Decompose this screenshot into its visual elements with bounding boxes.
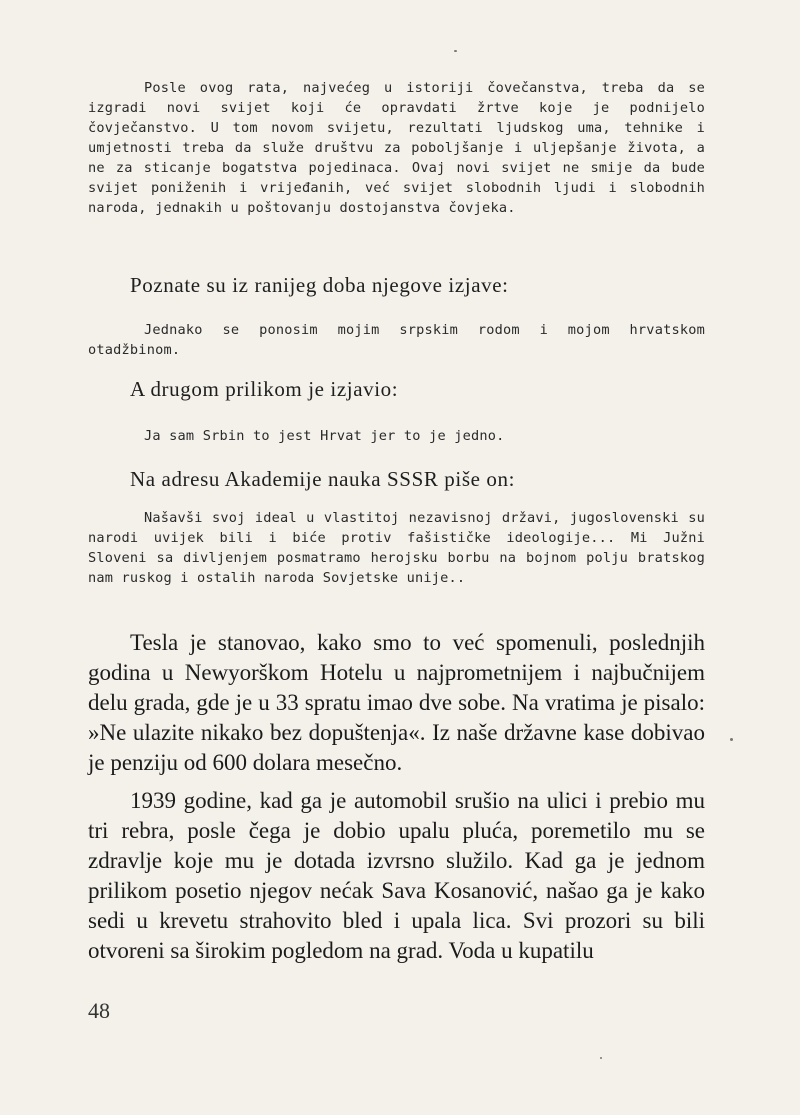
print-speck — [454, 50, 457, 52]
section-heading-3: Na adresu Akademije nauka SSSR piše on: — [130, 467, 516, 491]
page-number: 48 — [88, 998, 110, 1023]
print-speck — [730, 738, 733, 741]
body-paragraph-1: Tesla je stanovao, kako smo to već spomenuli, poslednjih godina u Newyorškom Hotelu u najprometnijem i najbučnijem delu grada, gde je u 33 spratu imao dve sobe. Na vratima je pisalo: »Ne ulazite nikako bez dopuštenja«. Iz naše državne kase dobivao je penziju od 600 dolara mesečno. — [88, 630, 705, 775]
print-speck — [600, 1057, 602, 1059]
section-heading-1: Poznate su iz ranijeg doba njegove izjave: — [130, 273, 509, 297]
quote-2: Ja sam Srbin to jest Hrvat jer to je jedno. — [144, 428, 505, 444]
quote-1: Jednako se ponosim mojim srpskim rodom i mojom hrvatskom otadžbinom. — [88, 322, 705, 358]
body-paragraph-2: 1939 godine, kad ga je automobil srušio na ulici i prebio mu tri rebra, posle čega je dobio upalu pluća, poremetilo mu se zdravlje koje mu je dotada izvrsno služilo. Kad ga je jednom prilikom posetio njegov nećak Sava Kosanović, našao ga je kako sedi u krevetu strahovito bled i upala lica. Svi prozori su bili otvoreni sa širokim pogledom na grad. Voda u kupatilu — [88, 788, 705, 963]
quote-3: Našavši svoj ideal u vlastitoj nezavisnoj državi, jugoslovenski su narodi uvijek bili i biće protiv fašističke ideologije... Mi Južni Sloveni sa divljenjem posmatramo herojsku borbu na bojnom polju bratskog nam ruskog i ostalih naroda Sovjetske unije.. — [88, 510, 705, 586]
section-heading-2: A drugom prilikom je izjavio: — [130, 377, 399, 401]
intro-paragraph: Posle ovog rata, najvećeg u istoriji čovečanstva, treba da se izgradi novi svijet koji će opravdati žrtve koje je podnijelo čovječanstvo. U tom novom svijetu, rezultati ljudskog uma, tehnike i umjetnosti treba da služe društvu za poboljšanje i uljepšanje života, a ne za sticanje bogatstva pojedinaca. Ovaj novi svijet ne smije da bude svijet poniženih i vrijeđanih, već svijet slobodnih ljudi i slobodnih naroda, jednakih u poštovanju dostojanstva čovjeka. — [88, 80, 705, 216]
